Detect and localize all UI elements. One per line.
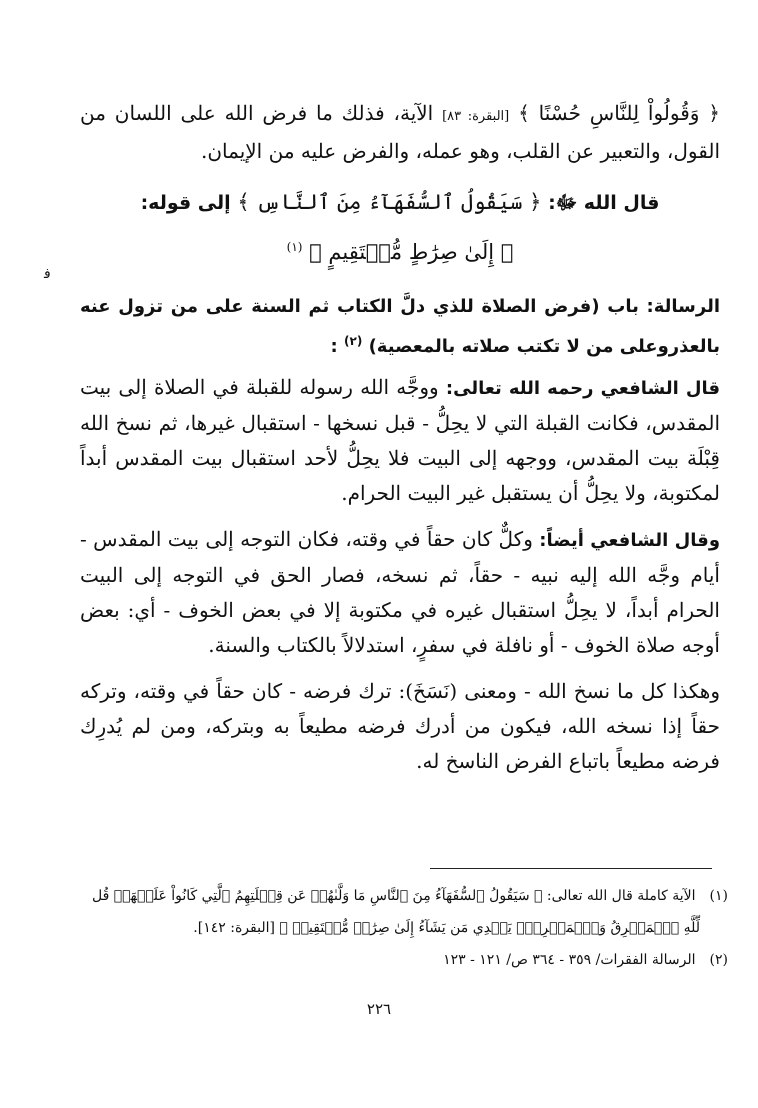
speaker-label: وقال الشافعي أيضاً: bbox=[539, 530, 721, 551]
paragraph-text: ووجَّه الله رسوله للقبلة في الصلاة إلى بيت المقدس، فكانت القبلة التي لا يحِلُّ - قبل نسخها - استقبال غيرها، ثم نسخ الله قِبْلَة بيت المقدس، ووجهه إلى البيت فلا يحِلُّ لأحد استقبال بيت المقدس أبداً لمكتوبة، ولا يحِلُّ أن يستقبل غير البيت الحرام. bbox=[80, 375, 720, 505]
quran-verse: ﴿ وَقُولُواْ لِلنَّاسِ حُسْنًا ﴾ bbox=[518, 101, 720, 125]
footnote-divider bbox=[430, 868, 712, 869]
paragraph-naskh bbox=[80, 674, 720, 779]
heading-qala: قال الله ﷻ: bbox=[548, 192, 660, 214]
footnote-1-line-2 bbox=[80, 912, 728, 944]
verse-reference: [البقرة: ٨٣] bbox=[442, 109, 510, 124]
footnote-marker-2: (٢) bbox=[344, 334, 363, 348]
paragraph-text: وكلٌّ كان حقاً في وقته، فكان التوجه إلى بيت المقدس - أيام وجَّه الله إليه نبيه - حقاً، ثم نسخه، فصار الحق في التوجه إلى البيت الحرام أبداً، لا يحِلُّ استقبال غيره في مكتوبة إلا في بعض الخوف - أي: بعض أوجه صلاة الخوف - أو نافلة في سفرٍ، استدلالاً بالكتاب والسنة. bbox=[80, 527, 720, 657]
footnote-number: (٢) bbox=[709, 952, 728, 968]
margin-mark: ﻓ bbox=[44, 266, 51, 282]
footnote-text: الآية كاملة قال الله تعالى: ﴿ سَيَقُولُ ٱلسُّفَهَآءُ مِنَ ٱلنَّاسِ مَا وَلَّىٰهُمۡ عَن قِبۡلَتِهِمُ ٱلَّتِي كَانُواْ عَلَيۡهَاۚ قُل bbox=[92, 888, 696, 904]
speaker-label: قال الشافعي رحمه الله تعالى: bbox=[445, 378, 721, 399]
paragraph-verse-husna bbox=[80, 96, 720, 169]
chapter-title-end: : bbox=[330, 336, 338, 357]
footnote-number: (١) bbox=[709, 888, 728, 904]
heading-line-1 bbox=[80, 180, 720, 225]
heading-line-2 bbox=[80, 225, 720, 274]
footnote-1-line-1 bbox=[80, 880, 728, 912]
chapter-title-text: الرسالة: باب (فرض الصلاة للذي دلَّ الكتاب ثم السنة على من تزول عنه بالعذروعلى من لا تكتب صلاته بالمعصية) bbox=[80, 296, 720, 357]
heading-ila-qawlihi: إلى قوله: bbox=[140, 192, 231, 214]
chapter-title bbox=[80, 290, 720, 364]
paragraph-text: الآية، فذلك ما فرض الله على اللسان من القول، والتعبير عن القلب، وهو عمله، والفرض عليه من الإيمان. bbox=[80, 101, 720, 163]
heading-verse-2: ﴿ إِلَىٰ صِرَٰطٍ مُّسۡتَقِيمٍ ﴾ bbox=[309, 240, 514, 264]
footnotes bbox=[80, 880, 728, 976]
paragraph-text: وهكذا كل ما نسخ الله - ومعنى (نَسَخَ): ترك فرضه - كان حقاً في وقته، وتركه حقاً إذا نسخه الله، فيكون من أدرك فرضه مطيعاً به وبتركه، ومن لم يُدرِك فرضه مطيعاً باتباع الفرض الناسخ له. bbox=[80, 679, 720, 773]
paragraph-shafii-2 bbox=[80, 522, 720, 663]
footnote-text: لِّلَّهِ ٱلۡمَشۡرِقُ وَٱلۡمَغۡرِبُۚ يَهۡدِي مَن يَشَآءُ إِلَىٰ صِرَٰطٖ مُّسۡتَقِيمٖ ﴾ [البقرة: ١٤٢]. bbox=[193, 920, 700, 936]
heading-verse-1: ﴿ سَيَقُولُ ٱلسُّفَهَآءُ مِنَ ٱلنَّاسِ ﴾ bbox=[237, 190, 542, 214]
footnote-2 bbox=[80, 944, 728, 976]
footnote-marker-1: (١) bbox=[286, 240, 303, 254]
page-number: ٢٢٦ bbox=[366, 1000, 392, 1018]
paragraph-shafii-1 bbox=[80, 370, 720, 511]
footnote-text: الرسالة الفقرات/ ٣٥٩ - ٣٦٤ ص/ ١٢١ - ١٢٣ bbox=[443, 952, 696, 968]
heading-verse bbox=[80, 180, 720, 274]
